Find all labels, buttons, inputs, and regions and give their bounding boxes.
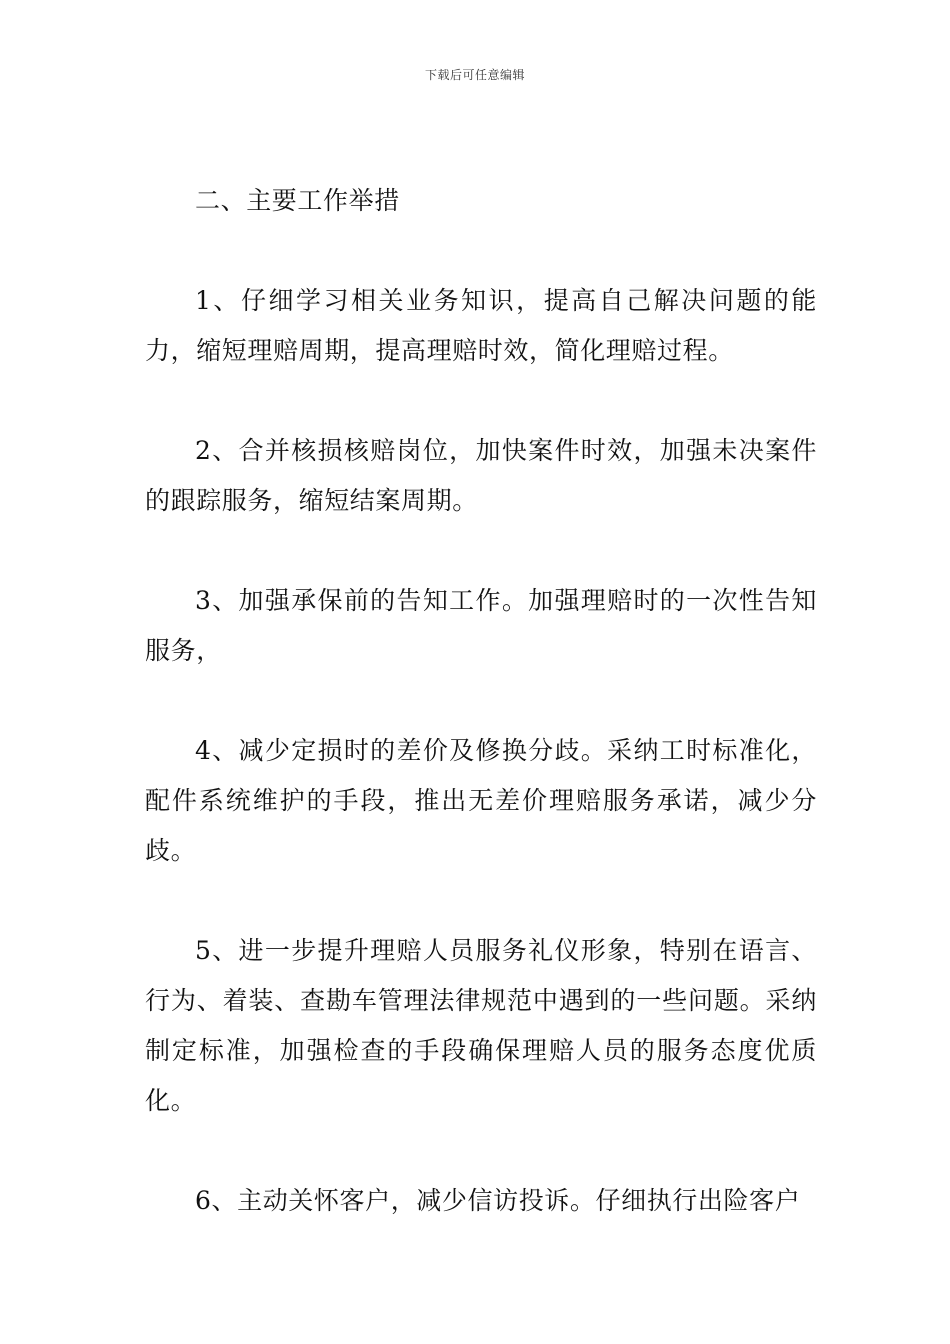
paragraph-6: 6、主动关怀客户，减少信访投诉。仔细执行出险客户 (195, 1186, 801, 1215)
paragraph-5: 5、进一步提升理赔人员服务礼仪形象，特别在语言、行为、着装、查勘车管理法律规范中遇到的一些问题。采纳制定标准，加强检查的手段确保理赔人员的服务态度优质化。 (145, 936, 817, 1115)
paragraph-2: 2、合并核损核赔岗位，加快案件时效，加强未决案件的跟踪服务，缩短结案周期。 (145, 436, 817, 515)
header-note: 下载后可任意编辑 (424, 68, 525, 82)
paragraph-1: 1、仔细学习相关业务知识，提高自己解决问题的能力，缩短理赔周期，提高理赔时效，简化理赔过程。 (145, 286, 817, 365)
paragraph-4: 4、减少定损时的差价及修换分歧。采纳工时标准化，配件系统维护的手段，推出无差价理赔服务承诺，减少分歧。 (145, 736, 817, 865)
section-heading: 二、主要工作举措 (195, 186, 400, 215)
paragraph-3: 3、加强承保前的告知工作。加强理赔时的一次性告知服务， (145, 586, 817, 665)
document-body (145, 176, 817, 1276)
